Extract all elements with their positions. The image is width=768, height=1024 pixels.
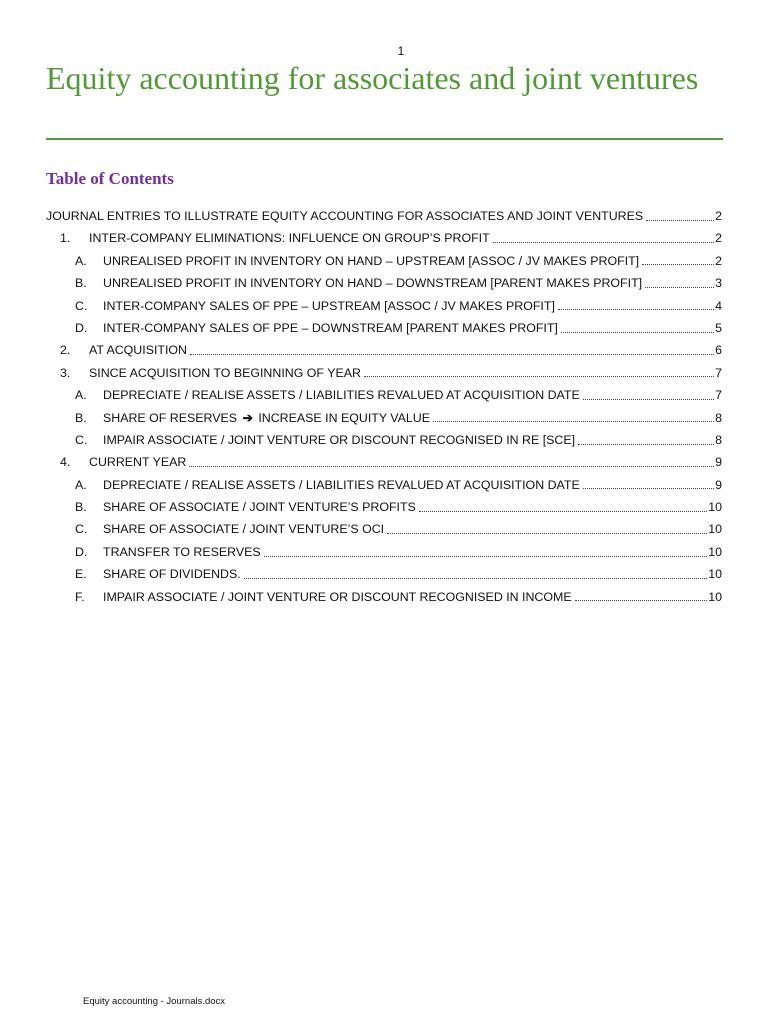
toc-entry[interactable] <box>46 563 722 585</box>
toc-page-number: 9 <box>715 455 722 470</box>
toc-dot-leader <box>264 556 708 557</box>
toc-dot-leader <box>558 309 714 310</box>
toc-heading: Table of Contents <box>46 169 174 188</box>
toc-entry-number: D. <box>75 544 88 559</box>
toc-page-number: 10 <box>708 500 722 515</box>
toc-page-number: 2 <box>715 209 722 223</box>
toc-page-number: 4 <box>715 298 722 313</box>
toc-page-number: 7 <box>715 388 722 403</box>
toc-dot-leader <box>561 332 714 333</box>
toc-entry-title <box>103 586 572 608</box>
toc-entry-title <box>89 339 187 361</box>
toc-entry-title <box>103 272 642 294</box>
toc-entry-title <box>103 295 555 317</box>
toc-entry[interactable] <box>46 317 722 339</box>
toc-entry[interactable] <box>46 541 722 563</box>
right-arrow-icon: ➔ <box>242 410 253 425</box>
toc-entry[interactable] <box>46 451 722 473</box>
toc-entry[interactable] <box>46 586 722 608</box>
toc-page-number: 5 <box>715 320 722 335</box>
toc-entry-text: JOURNAL ENTRIES TO ILLUSTRATE EQUITY ACCOUNTING FOR ASSOCIATES AND JOINT VENTURES <box>46 209 644 223</box>
toc-entry-number: 1. <box>60 231 71 246</box>
toc-entry-number: B. <box>75 500 87 515</box>
toc-entry-number: C. <box>75 432 88 447</box>
toc-page-number: 7 <box>715 365 722 380</box>
toc-entry-text: DEPRECIATE / REALISE ASSETS / LIABILITIES REVALUED AT ACQUISITION DATE <box>103 388 580 403</box>
footer-filename: Equity accounting - Journals.docx <box>83 996 226 1007</box>
title-underline <box>46 138 723 140</box>
toc-entry-title <box>103 407 430 429</box>
toc-entry[interactable] <box>46 407 722 429</box>
toc-entry-text: UNREALISED PROFIT IN INVENTORY ON HAND – UPSTREAM [ASSOC / JV MAKES PROFIT] <box>103 253 640 268</box>
toc-page-number: 10 <box>708 589 722 604</box>
toc-entry-title <box>103 496 416 518</box>
toc-page-number: 6 <box>715 343 722 358</box>
toc-entry[interactable] <box>46 205 722 227</box>
toc-entry[interactable] <box>46 362 722 384</box>
toc-page-number: 2 <box>715 231 722 246</box>
toc-entry-text: UNREALISED PROFIT IN INVENTORY ON HAND – DOWNSTREAM [PARENT MAKES PROFIT] <box>103 276 643 291</box>
toc-dot-leader <box>642 264 714 265</box>
toc-entry[interactable] <box>46 295 722 317</box>
toc-entry-title <box>46 205 643 227</box>
toc-entry-title <box>103 541 261 563</box>
toc-dot-leader <box>189 466 714 467</box>
toc-page-number: 2 <box>715 253 722 268</box>
toc-dot-leader <box>575 600 708 601</box>
toc-entry-number: C. <box>75 298 88 313</box>
toc-entry-text: SHARE OF ASSOCIATE / JOINT VENTURE’S OCI <box>103 522 385 537</box>
toc-entry-number: 3. <box>60 365 71 380</box>
toc-entry-number: D. <box>75 320 88 335</box>
toc-entry-number: A. <box>75 253 87 268</box>
toc-entry-text: IMPAIR ASSOCIATE / JOINT VENTURE OR DISCOUNT RECOGNISED IN RE [SCE] <box>103 432 576 447</box>
toc-entry[interactable] <box>46 429 722 451</box>
toc-dot-leader <box>646 220 714 221</box>
toc-entry-title <box>103 429 575 451</box>
page-number: 1 <box>397 44 405 58</box>
toc-entry-number: C. <box>75 522 88 537</box>
toc-entry-text: AT ACQUISITION <box>89 343 187 358</box>
toc-entry-title <box>103 250 639 272</box>
toc-entry-title <box>103 317 558 339</box>
toc-entry-text: DEPRECIATE / REALISE ASSETS / LIABILITIES REVALUED AT ACQUISITION DATE <box>103 477 580 492</box>
toc-entry[interactable] <box>46 496 722 518</box>
toc-entry-title <box>89 362 361 384</box>
toc-entry[interactable] <box>46 518 722 540</box>
toc-entry[interactable] <box>46 339 722 361</box>
toc-page-number: 10 <box>708 567 722 582</box>
toc-entry-text: INTER-COMPANY SALES OF PPE – UPSTREAM [ASSOC / JV MAKES PROFIT] <box>103 298 555 313</box>
toc-page-number: 3 <box>715 276 722 291</box>
toc-entry[interactable] <box>46 227 722 249</box>
toc-dot-leader <box>578 444 714 445</box>
toc-entry-text: SINCE ACQUISITION TO BEGINNING OF YEAR <box>89 365 361 380</box>
toc-entry-number: F. <box>75 589 85 604</box>
toc-entry[interactable] <box>46 384 722 406</box>
toc-entry-number: A. <box>75 388 87 403</box>
toc-entry-title <box>89 227 490 249</box>
toc-entry-text: CURRENT YEAR <box>89 455 187 470</box>
toc-entry-title <box>103 518 384 540</box>
toc-dot-leader <box>583 399 714 400</box>
document-title: Equity accounting for associates and joint ventures <box>46 60 699 96</box>
toc-entry-number: B. <box>75 276 87 291</box>
toc-page-number: 9 <box>715 477 722 492</box>
toc-page-number: 10 <box>708 522 722 537</box>
toc-entry-title <box>103 563 241 585</box>
toc-entry-title <box>103 384 580 406</box>
toc-entry-title <box>103 474 580 496</box>
toc-entry-text: INTER-COMPANY SALES OF PPE – DOWNSTREAM [PARENT MAKES PROFIT] <box>103 320 558 335</box>
toc-entry-text: SHARE OF RESERVES <box>103 410 238 425</box>
toc-entry-text: IMPAIR ASSOCIATE / JOINT VENTURE OR DISCOUNT RECOGNISED IN INCOME <box>103 589 572 604</box>
toc-entry-title <box>89 451 186 473</box>
toc-dot-leader <box>433 421 714 422</box>
table-of-contents <box>46 205 722 608</box>
toc-entry-number: B. <box>75 410 87 425</box>
toc-entry-text: SHARE OF DIVIDENDS. <box>103 567 241 582</box>
toc-entry[interactable] <box>46 272 722 294</box>
toc-entry[interactable] <box>46 250 722 272</box>
toc-entry-text: SHARE OF ASSOCIATE / JOINT VENTURE’S PROFITS <box>103 500 416 515</box>
toc-entry[interactable] <box>46 474 722 496</box>
toc-entry-text-continued: INCREASE IN EQUITY VALUE <box>258 410 431 425</box>
toc-page-number: 8 <box>715 432 722 447</box>
toc-entry-number: E. <box>75 567 87 582</box>
toc-dot-leader <box>190 354 714 355</box>
toc-dot-leader <box>419 511 707 512</box>
toc-page-number: 8 <box>715 410 722 425</box>
toc-page-number: 10 <box>708 544 722 559</box>
toc-dot-leader <box>493 242 714 243</box>
toc-dot-leader <box>244 578 708 579</box>
toc-dot-leader <box>583 488 714 489</box>
toc-entry-number: A. <box>75 477 87 492</box>
toc-dot-leader <box>645 287 714 288</box>
toc-dot-leader <box>387 533 707 534</box>
toc-entry-number: 4. <box>60 455 71 470</box>
toc-dot-leader <box>364 376 714 377</box>
toc-entry-text: INTER-COMPANY ELIMINATIONS: INFLUENCE ON GROUP’S PROFIT <box>89 231 490 246</box>
toc-entry-text: TRANSFER TO RESERVES <box>103 544 261 559</box>
toc-entry-number: 2. <box>60 343 71 358</box>
